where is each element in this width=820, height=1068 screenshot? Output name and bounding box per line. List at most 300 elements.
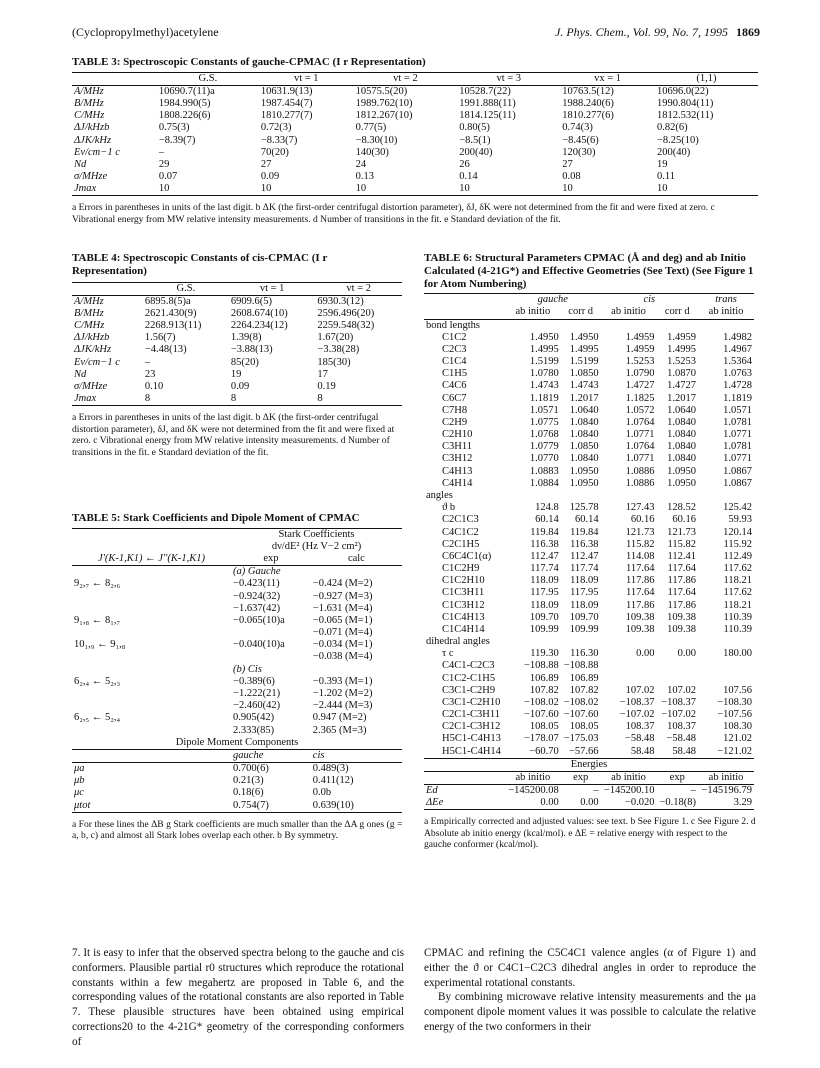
- table-6-row-label: C2H9: [442, 416, 468, 428]
- table-6-cell: 1.0884: [529, 477, 559, 489]
- table-4-row: [72, 295, 402, 308]
- table-6-cell: 110.39: [723, 623, 752, 635]
- table-6-cell: −107.02: [661, 709, 697, 721]
- table-6-cell: −178.07: [524, 733, 559, 745]
- table-3-cell: 70(20): [260, 146, 289, 158]
- table-6-cell: 117.95: [570, 587, 599, 599]
- table-6-row-label: C2C1H5: [442, 538, 480, 550]
- table-6-subcol: corr d: [561, 306, 601, 319]
- table-6-row-label: C4H14: [442, 477, 473, 489]
- table-6-cell: −121.02: [717, 745, 752, 757]
- table-6-cell: 1.4959: [667, 331, 697, 343]
- table-5-footnote: a For these lines the ΔB g Stark coefficients are much smaller than the ΔA g ones (g = a, b, c) and almost all Stark lobes overlap each other. b By symmetry.: [72, 818, 403, 842]
- table-3-cell: 1810.277(6): [562, 110, 614, 122]
- table-6-cell: 1.2017: [667, 392, 697, 404]
- table-5-transition-header: J'(K-1,K1) ← J''(K-1,K1): [72, 553, 231, 566]
- table-3-cell: 1812.532(11): [656, 110, 714, 122]
- table-6-row: [424, 697, 754, 709]
- table-6-row-label: C1C4: [442, 356, 467, 368]
- table-3-cell: 1810.277(7): [260, 110, 313, 122]
- table-3-col-header: vt = 2: [354, 72, 458, 85]
- table-6-cell: 109.38: [625, 611, 655, 623]
- table-5-caption: TABLE 5: Stark Coefficients and Dipole Moment of CPMAC: [72, 512, 360, 524]
- table-6-row: [424, 539, 754, 551]
- table-6-row-label: C1C3H12: [442, 599, 485, 611]
- table-6-cell: 1.5199: [529, 356, 559, 368]
- table-6-cell: 116.38: [530, 538, 559, 550]
- table-6-cell: [601, 660, 657, 672]
- table-4-cell: 0.09: [230, 380, 250, 392]
- table-6-row-label: H5C1-C4H14: [442, 745, 501, 757]
- table-6-cell: 125.42: [723, 502, 752, 514]
- table-5-calc: −2.444 (M=3): [312, 700, 373, 712]
- table-4-row: [72, 332, 402, 344]
- table-5-exp: −0.423(11): [233, 578, 280, 590]
- table-3-cell: 0.13: [355, 171, 374, 183]
- table-5-grid: [72, 528, 402, 813]
- table-6-energy-value: −145200.10: [603, 785, 655, 797]
- body-text-left: 7. It is easy to infer that the observed spectra belong to the gauche and cis conformers. Plausible partial r0 structures which reproduce the rotational constants within a few megahertz are proposed in Table 6, and the corresponding values of the rotational constants are also reported in Table 7. These plausible structures have been obtained using empirical corrections20 to the 4-21G* geometry of the corresponding conformers of: [72, 947, 404, 1048]
- table-6-row: [424, 709, 754, 721]
- table-6-cell: 125.78: [569, 502, 599, 514]
- table-3-row: [72, 98, 758, 110]
- table-3-row: [72, 159, 758, 171]
- table-3-cell: 1814.125(11): [459, 110, 516, 122]
- table-6-row-label: C1C2: [442, 331, 467, 343]
- table-6-cell: 1.0571: [723, 404, 752, 416]
- table-6-row: [424, 721, 754, 733]
- table-3-cell: −8.25(10): [656, 134, 699, 146]
- table-5-transition: [72, 700, 231, 712]
- table-5-transition: 6₂,₄ ← 5₂,₃: [74, 675, 121, 687]
- table-6-cell: 1.0870: [667, 368, 697, 380]
- table-6-row: [424, 441, 754, 453]
- table-4-row: [72, 393, 402, 406]
- table-5-blank: [72, 541, 231, 553]
- table-6-cell: 1.0775: [529, 416, 559, 428]
- table-6-cell: 117.62: [723, 563, 752, 575]
- table-6-row-label: C4H13: [442, 465, 473, 477]
- table-4-cell: 8: [315, 393, 402, 406]
- table-5-row: [72, 700, 402, 712]
- table-6-cell: 108.37: [625, 721, 655, 733]
- table-4-row-label: Jmax: [72, 393, 143, 406]
- table-5-row: [72, 725, 402, 737]
- table-6-cell: 1.4743: [569, 380, 599, 392]
- table-6-cell: 117.74: [570, 563, 599, 575]
- table-6-cell: 1.4982: [723, 331, 752, 343]
- table-4-row: [72, 381, 402, 393]
- table-5-exp: −1.637(42): [233, 602, 281, 614]
- body-text-right: [424, 946, 756, 1035]
- table-6-cell: 128.52: [667, 502, 697, 514]
- table-6-cell: −108.88: [563, 660, 599, 672]
- table-6-cell: 1.2017: [569, 392, 599, 404]
- table-5-calc: −0.034 (M=1): [312, 639, 373, 651]
- table-6-row: [424, 344, 754, 356]
- table-3-row: [72, 147, 758, 159]
- table-6-cell: −107.02: [619, 709, 655, 721]
- table-5-transition: [72, 603, 231, 615]
- table-3-row-label: Nd: [74, 158, 87, 170]
- table-6-cell: 180.00: [723, 648, 752, 660]
- table-4-row-label: Ev/cm−1 c: [74, 356, 120, 368]
- table-6-cell: 116.30: [570, 648, 599, 660]
- table-4-cell: −4.48(13): [144, 344, 187, 356]
- table-6-section-title: angles: [426, 490, 453, 501]
- table-5-exp: −0.924(32): [233, 590, 281, 602]
- table-6-cell: −107.60: [524, 709, 559, 721]
- table-3-cell: −8.5(1): [459, 134, 491, 146]
- table-3-cell: 0.80(5): [459, 122, 490, 134]
- table-3-cell: 10: [655, 183, 758, 196]
- table-6-subcol: ab initio: [601, 306, 657, 319]
- table-5-units: dν/dE² (Hz V−2 cm²): [271, 540, 362, 552]
- table-5-transition: [72, 688, 231, 700]
- table-6-subcol: ab initio: [505, 306, 561, 319]
- table-5-dipole-value: 0.411(12): [312, 775, 354, 787]
- table-6-energy-value: 0.00: [561, 797, 601, 810]
- table-5-dipole-col: cis: [311, 749, 402, 762]
- table-6-group-cis: cis: [601, 294, 698, 307]
- table-6-row-label: C4C6: [442, 380, 467, 392]
- table-6-cell: 117.74: [530, 563, 559, 575]
- table-6-cell: −58.48: [624, 733, 655, 745]
- table-6-cell: 0.00: [636, 648, 655, 660]
- table-6-cell: 117.62: [723, 587, 752, 599]
- table-6-cell: 119.84: [570, 526, 599, 538]
- table-5-exp-header: exp: [231, 553, 311, 566]
- table-3-cell: 0.08: [562, 171, 581, 183]
- table-4-grid: [72, 282, 402, 407]
- table-3-cell: 1988.240(6): [562, 98, 614, 110]
- table-6-cell: 1.0771: [625, 453, 655, 465]
- table-3-row: [72, 110, 758, 122]
- table-4-cell: 8: [143, 393, 229, 406]
- table-4-row-label: ΔJ/kHzb: [74, 332, 110, 344]
- table-5-transition: 9₁,₈ ← 8₁,₇: [74, 614, 121, 626]
- table-6-cell: 117.95: [530, 587, 559, 599]
- table-6-row-label: C4C1C2: [442, 526, 479, 538]
- table-6-cell: 1.0886: [625, 465, 655, 477]
- table-6-energy-value: 3.29: [698, 797, 754, 810]
- table-4-cell: 0.19: [317, 380, 336, 392]
- table-5-transition: 6₂,₅ ← 5₂,₄: [74, 712, 121, 724]
- table-4-row: [72, 369, 402, 381]
- table-3-caption: TABLE 3: Spectroscopic Constants of gauche-CPMAC (I r Representation): [72, 56, 426, 68]
- table-4-col-header: vt = 1: [229, 282, 316, 295]
- table-6-cell: 115.82: [625, 538, 655, 550]
- table-5-blank: [72, 664, 231, 676]
- table-6-cell: −108.30: [717, 696, 752, 708]
- table-3-cell: 29: [158, 158, 170, 170]
- table-6-cell: −175.03: [563, 733, 599, 745]
- table-4-cell: –: [144, 356, 151, 368]
- table-6-cell: 1.4727: [667, 380, 697, 392]
- table-6-energies-title: Energies: [424, 758, 754, 771]
- table-3-row: [72, 171, 758, 183]
- table-6-row: [424, 575, 754, 587]
- table-3-cell: 10: [259, 183, 354, 196]
- table-4-row-label: B/MHz: [74, 307, 104, 319]
- table-3-cell: 0.07: [158, 171, 178, 183]
- table-6-row: [424, 356, 754, 368]
- table-6-cell: 115.92: [723, 538, 752, 550]
- table-6-row-label: C1C4H14: [442, 623, 485, 635]
- table-6-row: [424, 733, 754, 745]
- table-3-cell: 10: [560, 183, 655, 196]
- table-4-row-label: A/MHz: [74, 295, 104, 307]
- table-6-cell: 112.47: [570, 550, 599, 562]
- table-6-row-label: τ c: [442, 648, 454, 660]
- table-6-cell: 119.30: [530, 648, 559, 660]
- table-6-row: [424, 429, 754, 441]
- table-6-cell: 112.41: [667, 550, 697, 562]
- table-5-dipole-label: μa: [74, 763, 85, 775]
- table-5-exp: −2.460(42): [233, 700, 281, 712]
- table-6-row-label: C3C1-C2H9: [442, 684, 496, 696]
- table-6-row: [424, 417, 754, 429]
- table-6-cell: 1.1819: [529, 392, 559, 404]
- table-6-cell: −107.60: [563, 709, 599, 721]
- table-6-cell: 1.0771: [723, 453, 752, 465]
- table-6-cell: 58.48: [672, 745, 697, 757]
- table-5-calc: −1.202 (M=2): [312, 687, 373, 699]
- table-6-cell: 1.4995: [667, 343, 697, 355]
- table-5-exp: −0.040(10)a: [233, 639, 285, 651]
- table-6-cell: −108.37: [661, 696, 697, 708]
- table-3-col-header: (1,1): [655, 72, 758, 85]
- table-5-row: [72, 615, 402, 627]
- table-6-cell: 124.8: [535, 502, 559, 514]
- table-4-cell: 1.39(8): [230, 332, 262, 344]
- table-6-row-label: C2C3: [442, 343, 467, 355]
- table-4-row-label: Nd: [74, 368, 87, 380]
- table-6-cell: 107.02: [667, 684, 697, 696]
- table-6-row: [424, 563, 754, 575]
- table-6-cell: 112.47: [530, 550, 559, 562]
- table-6-cell: 118.09: [530, 599, 559, 611]
- table-6-row: [424, 648, 754, 660]
- table-4-row: [72, 357, 402, 369]
- table-4-cell: 2268.913(11): [144, 320, 202, 332]
- table-6-cell: 109.38: [667, 611, 697, 623]
- table-6-row: [424, 502, 754, 514]
- table-6-cell: 118.21: [723, 575, 752, 587]
- table-6-row: [424, 587, 754, 599]
- running-header-left: (Cyclopropylmethyl)acetylene: [72, 25, 219, 39]
- table-6-row: [424, 660, 754, 672]
- table-6-cell: 110.39: [723, 611, 752, 623]
- table-4-cell: −3.38(28): [317, 344, 360, 356]
- table-3-grid: [72, 72, 758, 197]
- table-3-col-header: vt = 3: [457, 72, 560, 85]
- table-6-cell: 109.99: [529, 623, 559, 635]
- table-6-cell: 1.0779: [529, 441, 559, 453]
- table-5-row: [72, 688, 402, 700]
- table-6-cell: 1.0883: [529, 465, 559, 477]
- table-3-cell: 10575.5(20): [355, 85, 408, 97]
- table-6-cell: 1.1819: [723, 392, 752, 404]
- table-3-cell: 26: [459, 158, 470, 170]
- table-6-cell: −108.37: [619, 696, 655, 708]
- table-6-subcol: corr d: [656, 306, 698, 319]
- table-3-col-header: G.S.: [157, 72, 259, 85]
- table-6-cell: 109.38: [667, 623, 697, 635]
- table-3-cell: 10631.9(13): [260, 85, 313, 97]
- table-6-cell: 1.0850: [569, 368, 599, 380]
- table-6-row: [424, 685, 754, 697]
- table-5-subhead: (a) Gauche: [233, 566, 281, 578]
- table-6-cell: 1.4959: [625, 343, 655, 355]
- table-4-cell: 1.56(7): [144, 332, 176, 344]
- table-6-cell: 107.02: [625, 684, 655, 696]
- table-6-cell: 1.5253: [625, 356, 655, 368]
- table-3-row-label: C/MHz: [74, 110, 105, 122]
- table-6-cell: 1.4967: [723, 343, 752, 355]
- table-4-cell: 19: [230, 368, 242, 380]
- table-6-group-gauche: gauche: [505, 294, 601, 307]
- table-6-cell: 119.84: [530, 526, 559, 538]
- table-6-cell: 117.86: [625, 599, 655, 611]
- table-6-row-label: C3H12: [442, 453, 473, 465]
- table-5-exp: −0.389(6): [233, 675, 275, 687]
- table-6-group-trans: trans: [698, 294, 754, 307]
- table-6-row: [424, 478, 754, 490]
- table-6-cell: 60.16: [672, 514, 697, 526]
- table-6-cell: 1.0840: [667, 429, 697, 441]
- table-3-cell: 0.09: [260, 171, 280, 183]
- table-6-row-label: C1C2H10: [442, 575, 485, 587]
- table-4-cell: 1.67(20): [317, 332, 354, 344]
- table-5-dipole-value: 0.489(3): [312, 763, 349, 775]
- table-6-row: [424, 514, 754, 526]
- table-6-row-label: C1C2-C1H5: [442, 672, 496, 684]
- table-6-cell: 117.86: [667, 575, 697, 587]
- table-6-cell: 117.64: [667, 563, 697, 575]
- body-text-right-p1: CPMAC and refining the C5C4C1 valence angles (α of Figure 1) and either the ϑ or C4C1−C2C3 dihedral angles in order to reproduce the experimental rotational constants.: [424, 947, 756, 989]
- table-6-cell: 108.05: [529, 721, 559, 733]
- table-3-cell: −8.39(7): [158, 134, 196, 146]
- table-4-cell: 2608.674(10): [230, 307, 288, 319]
- table-6-row: [424, 551, 754, 563]
- table-6-cell: 60.14: [574, 514, 599, 526]
- table-6-cell: 107.56: [723, 684, 752, 696]
- table-5-row: [72, 591, 402, 603]
- table-6-cell: 1.4728: [723, 380, 752, 392]
- table-6-cell: 1.5364: [723, 356, 752, 368]
- table-6-cell: 1.4950: [569, 331, 599, 343]
- table-3-cell: 0.72(3): [260, 122, 292, 134]
- table-3-cell: 200(40): [656, 146, 691, 158]
- table-6-row-label: C2C1-C3H11: [442, 709, 500, 721]
- table-6-cell: 107.82: [569, 684, 599, 696]
- table-5-row: [72, 664, 402, 676]
- table-6-row-label: C1H5: [442, 368, 468, 380]
- table-6-cell: 108.37: [667, 721, 697, 733]
- table-3-row-label: σ/MHze: [74, 171, 108, 183]
- table-6-energy-value: −0.020: [601, 797, 657, 810]
- table-4-cell: −3.88(13): [230, 344, 273, 356]
- table-3-cell: 1808.226(6): [158, 110, 211, 122]
- table-6-energy-value: −145200.08: [508, 785, 559, 797]
- table-3-cell: 10: [457, 183, 560, 196]
- page-number: 1869: [736, 25, 760, 39]
- table-6-cell: 60.14: [535, 514, 559, 526]
- table-5-dipole-header: Dipole Moment Components: [72, 737, 402, 750]
- table-4-cell: 0.10: [144, 380, 164, 392]
- table-6-energy-value: −145196.79: [701, 785, 752, 797]
- table-3-cell: 1812.267(10): [355, 110, 413, 122]
- table-6-cell: 118.21: [723, 599, 752, 611]
- table-6-cell: 1.0572: [625, 404, 655, 416]
- table-3-row: [72, 85, 758, 98]
- table-5-calc: −0.065 (M=1): [312, 614, 373, 626]
- table-5-row: [72, 603, 402, 615]
- table-5-exp: −1.222(21): [233, 687, 281, 699]
- table-5-blank: [72, 749, 231, 762]
- table-6-cell: 1.4959: [625, 331, 655, 343]
- table-4-row-label: ΔJK/kHz: [74, 344, 112, 356]
- table-6-cell: [601, 673, 657, 685]
- table-6-row-label: C1C3H11: [442, 587, 485, 599]
- table-6-cell: 1.0867: [723, 477, 752, 489]
- table-6-cell: 1.4995: [529, 343, 559, 355]
- table-6-cell: 1.0790: [625, 368, 655, 380]
- table-6-row: [424, 746, 754, 759]
- table-5-calc: 2.365 (M=3): [312, 724, 367, 736]
- table-6-cell: 106.89: [529, 672, 559, 684]
- table-6-row-label: C1C2H9: [442, 563, 480, 575]
- table-5-row: [72, 676, 402, 688]
- table-6-energy-col: ab initio: [505, 771, 561, 784]
- table-4-cell: 6895.8(5)a: [144, 295, 191, 307]
- table-6-row-label: C1C4H13: [442, 611, 485, 623]
- table-6-cell: 1.0840: [667, 416, 697, 428]
- table-6-cell: 1.0840: [569, 453, 599, 465]
- table-6-row-label: C7H8: [442, 404, 468, 416]
- table-5-row: [72, 578, 402, 590]
- table-6-energy-col: exp: [561, 771, 601, 784]
- table-3-row-label: ΔJ/kHzb: [74, 122, 110, 134]
- table-3-row-label: A/MHz: [74, 85, 104, 97]
- table-6-cell: 1.0770: [529, 453, 559, 465]
- table-5-row: [72, 627, 402, 639]
- table-6-cell: 117.64: [625, 563, 655, 575]
- table-3-cell: 0.75(3): [158, 122, 190, 134]
- table-6-caption: TABLE 6: Structural Parameters CPMAC (Å and deg) and ab Initio Calculated (4-21G*) and Effective Geometries (See Text) (See Figure 1 for Atom Numbering): [424, 252, 754, 290]
- table-6-cell: 112.49: [723, 550, 752, 562]
- table-4-cell: 6930.3(12): [317, 295, 364, 307]
- table-6-row: [424, 612, 754, 624]
- table-5-blank: [72, 566, 231, 579]
- table-6-corner: [424, 294, 505, 307]
- table-3-cell: 120(30): [562, 146, 596, 158]
- table-6-cell: 118.09: [570, 599, 599, 611]
- table-6-cell: 1.0867: [723, 465, 752, 477]
- table-3-row-label: ΔJK/kHz: [74, 134, 112, 146]
- table-4-col-header: G.S.: [143, 282, 229, 295]
- table-6-cell: 1.0571: [529, 404, 559, 416]
- table-6-cell: 120.14: [723, 526, 752, 538]
- table-3-cell: 1984.990(5): [158, 98, 211, 110]
- table-6-cell: 1.0950: [667, 465, 697, 477]
- table-5-dipole-label: μc: [74, 787, 84, 799]
- table-3-cell: 27: [260, 158, 272, 170]
- table-6-blank: [424, 306, 505, 319]
- table-6-cell: 118.09: [530, 575, 559, 587]
- table-6-row: [424, 368, 754, 380]
